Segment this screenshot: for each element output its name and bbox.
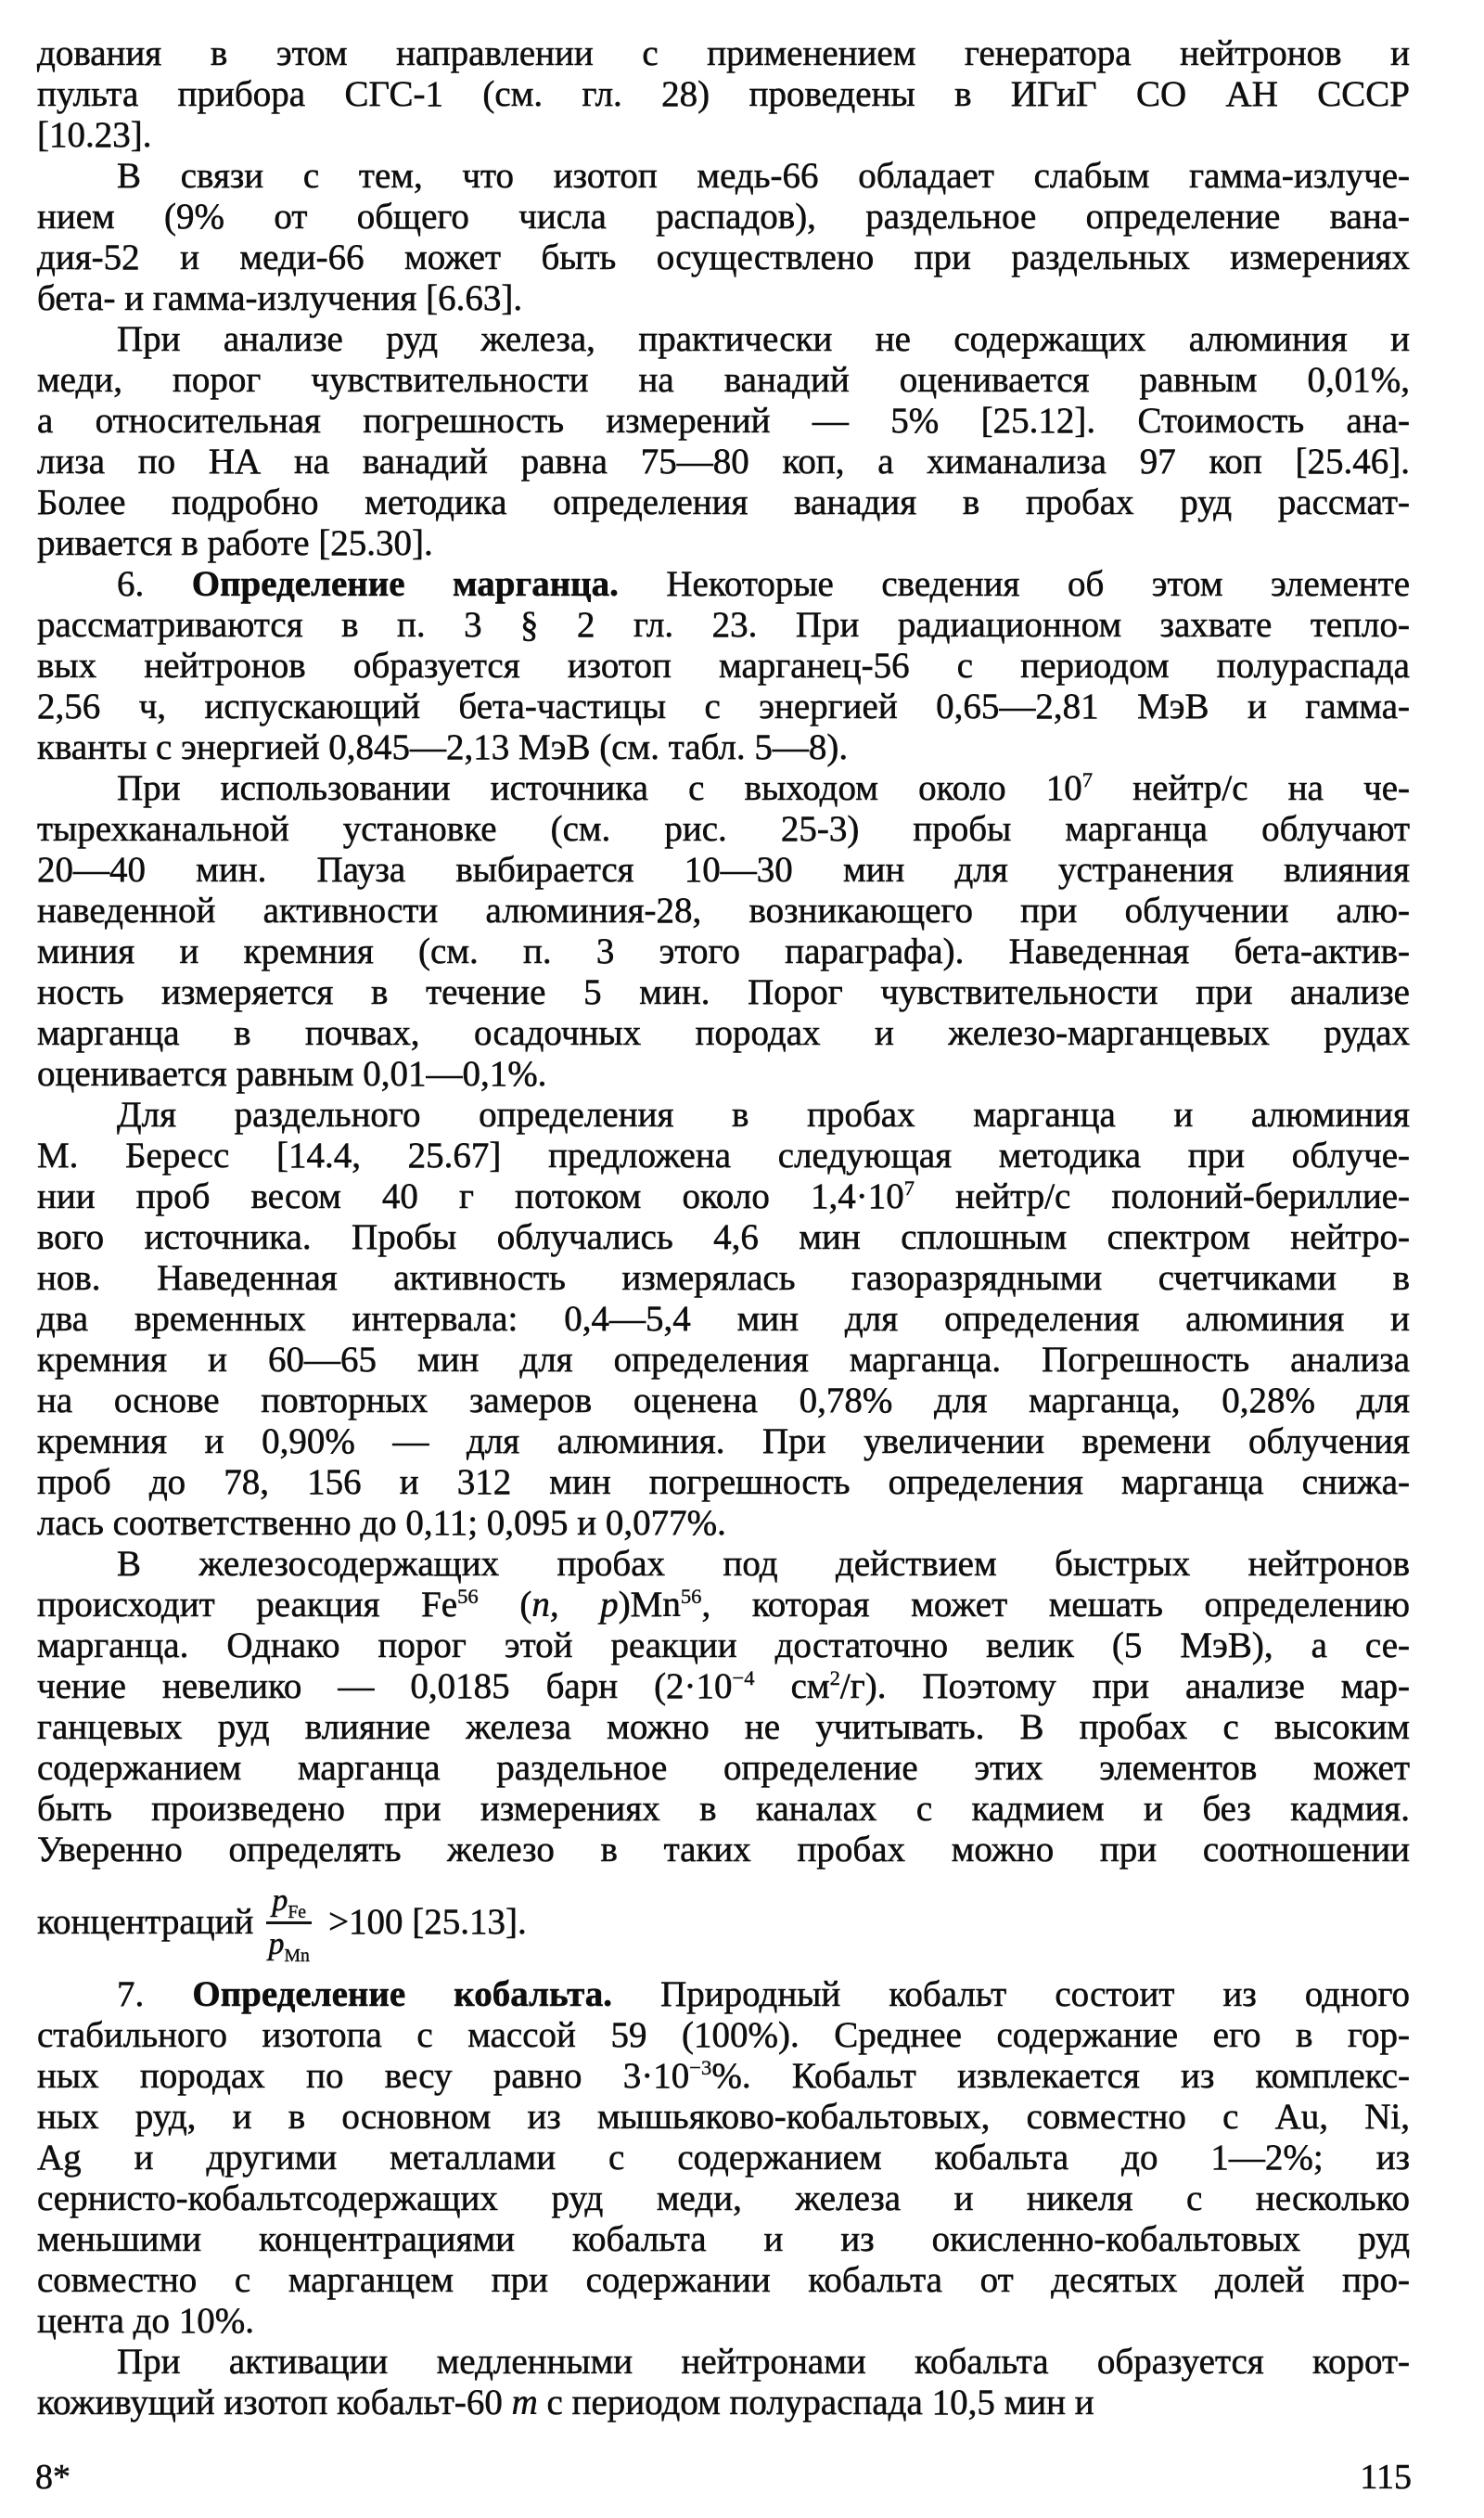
text-line [37, 1544, 1410, 1585]
text-segment: m [511, 2383, 538, 2422]
text-segment: быть произведено при измерениях в каналах с кадмием и без кадмия. [37, 1789, 1410, 1829]
text-line [37, 1095, 1410, 1136]
text-segment: см [754, 1666, 830, 1706]
text-line [37, 1789, 1410, 1830]
text-line [37, 360, 1410, 401]
text-segment: Ag и другими металлами с содержанием кобальта до 1—2%; из [37, 2138, 1410, 2178]
text-segment: Природный кобальт состоит из одного [611, 1974, 1410, 2014]
text-line [37, 319, 1410, 360]
text-line [37, 1381, 1410, 1421]
text-line [37, 2056, 1410, 2097]
text-line [37, 2260, 1410, 2301]
text-segment: Более подробно методика определения ванадия в пробах руд рассмат- [37, 482, 1410, 522]
text-segment: марганца в почвах, осадочных породах и железо-марганцевых рудах [37, 1013, 1410, 1053]
text-segment: с периодом полураспада 10,5 мин и [537, 2383, 1094, 2422]
text-segment: кремния и 60—65 мин для определения марганца. Погрешность анализа [37, 1340, 1410, 1380]
text-line [37, 2383, 1410, 2423]
text-segment: кванты с энергией 0,845—2,13 МэВ (см. табл. 5—8). [37, 727, 849, 767]
text-segment: стабильного изотопа с массой 59 (100%). Среднее содержание его в гор- [37, 2015, 1410, 2055]
text-line [37, 1666, 1410, 1707]
text-segment: 20—40 мин. Пауза выбирается 10—30 мин для устранения влияния [37, 850, 1410, 890]
text-line [37, 727, 1410, 768]
text-line [37, 809, 1410, 850]
text-line [37, 564, 1410, 605]
text-line [37, 605, 1410, 646]
text-line [37, 2138, 1410, 2178]
text-segment: [10.23]. [37, 115, 152, 155]
paragraph [37, 2342, 1410, 2423]
text-segment: , которая может мешать определению [701, 1585, 1410, 1625]
text-segment: Некоторые сведения об этом элементе [618, 564, 1411, 604]
text-segment: цента до 10%. [37, 2301, 254, 2341]
text-line [37, 1258, 1410, 1299]
text-segment: −4 [732, 1666, 755, 1689]
text-line [37, 1421, 1410, 1462]
text-line [37, 1974, 1410, 2015]
text-segment: ( [478, 1585, 532, 1625]
text-line [37, 1870, 1410, 1974]
text-line [37, 442, 1410, 482]
text-segment: нейтр/с на че- [1093, 768, 1411, 808]
text-segment: нием (9% от общего числа распадов), раздельное определение вана- [37, 197, 1410, 237]
paragraph [37, 1095, 1410, 1544]
text-line [37, 1625, 1410, 1666]
text-line [37, 1503, 1410, 1544]
text-line [37, 1585, 1410, 1625]
text-segment: В железосодержащих пробах под действием быстрых нейтронов [117, 1544, 1410, 1584]
text-segment: дия-52 и меди-66 может быть осуществлено при раздельных измерениях [37, 238, 1410, 277]
text-segment: При анализе руд железа, практически не содержащих алюминия и [117, 319, 1410, 359]
text-segment: марганца. Однако порог этой реакции достаточно велик (5 МэВ), а се- [37, 1625, 1410, 1665]
text-segment: бета- и гамма-излучения [6.63]. [37, 278, 523, 318]
text-line [37, 2097, 1410, 2138]
page-number: 115 [1360, 2458, 1412, 2497]
text-line [37, 2015, 1410, 2056]
text-line [37, 687, 1410, 727]
text-segment: вых нейтронов образуется изотоп марганец-56 с периодом полураспада [37, 646, 1410, 686]
signature-mark: 8* [35, 2458, 70, 2497]
text-line [37, 115, 1410, 156]
text-line [37, 2301, 1410, 2342]
text-segment: содержанием марганца раздельное определение этих элементов может [37, 1748, 1410, 1788]
text-segment: ганцевых руд влияние железа можно не учитывать. В пробах с высоким [37, 1707, 1410, 1747]
text-line [37, 1217, 1410, 1258]
text-segment: лиза по НА на ванадий равна 75—80 коп, а химанализа 97 коп [25.46]. [37, 442, 1410, 482]
text-segment: 56 [680, 1585, 702, 1608]
paragraph [37, 156, 1410, 319]
fraction-numerator [266, 1883, 312, 1924]
text-segment: тырехканальной установке (см. рис. 25-3) пробы марганца облучают [37, 809, 1410, 849]
text-segment: нейтр/с полоний-бериллие- [915, 1176, 1410, 1216]
text-segment: ных руд, и в основном из мышьяково-кобальтовых, совместно с Au, Ni, [37, 2097, 1410, 2137]
text-line [37, 646, 1410, 687]
text-line [37, 1830, 1410, 1870]
text-segment: При использовании источника с выходом около 10 [117, 768, 1082, 808]
text-segment: 7 [1081, 768, 1094, 791]
text-segment: В связи с тем, что изотоп медь-66 обладает слабым гамма-излуче- [117, 156, 1410, 196]
text-line [37, 891, 1410, 931]
text-line [37, 2178, 1410, 2219]
text-segment: При активации медленными нейтронами кобальта образуется корот- [117, 2342, 1410, 2382]
text-segment: Mn [284, 1945, 310, 1966]
text-segment: совместно с марганцем при содержании кобальта от десятых долей про- [37, 2260, 1410, 2300]
text-line [37, 1054, 1410, 1095]
paragraph [37, 1974, 1410, 2342]
text-segment: два временных интервала: 0,4—5,4 мин для определения алюминия и [37, 1299, 1410, 1339]
text-line [37, 74, 1410, 115]
text-segment: 2,56 ч, испускающий бета-частицы с энергией 0,65—2,81 МэВ и гамма- [37, 687, 1410, 726]
text-segment: нов. Наведенная активность измерялась газоразрядными счетчиками в [37, 1258, 1410, 1298]
text-segment: пульта прибора СГС-1 (см. гл. 28) проведены в ИГиГ СО АН СССР [37, 74, 1410, 114]
text-segment: p [268, 1926, 285, 1961]
text-line [37, 850, 1410, 891]
text-segment: 7 [903, 1176, 915, 1200]
text-segment: М. Бересс [14.4, 25.67] предложена следующая методика при облуче- [37, 1136, 1410, 1175]
text-segment: p [272, 1882, 288, 1918]
text-segment: чение невелико — 0,0185 барн (2·10 [37, 1666, 733, 1706]
text-line [37, 1013, 1410, 1054]
text-segment: /г). Поэтому при анализе мар- [839, 1666, 1411, 1706]
text-segment: меди, порог чувствительности на ванадий оценивается равным 0,01%, [37, 360, 1410, 400]
text-line [37, 931, 1410, 972]
text-line [37, 768, 1410, 809]
text-segment: Для раздельного определения в пробах марганца и алюминия [117, 1095, 1410, 1135]
text-line [37, 238, 1410, 278]
text-line [37, 33, 1410, 74]
text-segment: 6. [117, 564, 192, 604]
text-line [37, 2342, 1410, 2383]
text-line [37, 1462, 1410, 1503]
text-segment: сернисто-кобальтсодержащих руд меди, железа и никеля с несколько [37, 2178, 1410, 2218]
text-segment: меньшими концентрациями кобальта и из окисленно-кобальтовых руд [37, 2219, 1410, 2259]
paragraph [37, 564, 1410, 768]
text-line [37, 197, 1410, 238]
text-segment: 56 [457, 1585, 479, 1608]
paragraph [37, 33, 1410, 156]
text-segment: ных породах по весу равно 3·10 [37, 2056, 690, 2096]
text-line [37, 523, 1410, 564]
text-line [37, 156, 1410, 197]
fraction-denominator [268, 1924, 310, 1966]
text-segment: )Mn [618, 1585, 681, 1625]
text-segment: на основе повторных замеров оценена 0,78% для марганца, 0,28% для [37, 1381, 1410, 1420]
concentration-ratio-fraction [266, 1882, 312, 1966]
text-segment: −3 [689, 2056, 712, 2079]
text-line [37, 1707, 1410, 1748]
text-segment: вого источника. Пробы облучались 4,6 мин сплошным спектром нейтро- [37, 1217, 1410, 1257]
paragraph [37, 319, 1410, 564]
text-line [37, 482, 1410, 523]
text-segment: 2 [829, 1666, 840, 1689]
text-segment: проб до 78, 156 и 312 мин погрешность определения марганца снижа- [37, 1462, 1410, 1502]
text-segment: миния и кремния (см. п. 3 этого параграфа). Наведенная бета-актив- [37, 931, 1410, 971]
text-segment: ность измеряется в течение 5 мин. Порог чувствительности при анализе [37, 972, 1410, 1012]
text-segment: нии проб весом 40 г потоком около 1,4·10 [37, 1176, 904, 1216]
text-line [37, 1748, 1410, 1789]
text-segment: коживущий изотоп кобальт-60 [37, 2383, 512, 2422]
text-segment: а относительная погрешность измерений — 5% [25.12]. Стоимость ана- [37, 401, 1410, 441]
text-line [37, 1340, 1410, 1381]
text-line [37, 1136, 1410, 1176]
text-segment: происходит реакция Fe [37, 1585, 458, 1625]
paragraph [37, 1544, 1410, 1974]
text-segment: Определение марганца. [191, 564, 619, 604]
text-segment: Fe [288, 1901, 307, 1922]
text-segment: концентраций [37, 1902, 254, 1942]
text-segment: кремния и 0,90% — для алюминия. При увеличении времени облучения [37, 1421, 1410, 1461]
text-segment: Уверенно определять железо в таких пробах можно при соотношении [37, 1830, 1410, 1869]
text-line [37, 972, 1410, 1013]
text-segment: %. Кобальт извлекается из комплекс- [711, 2056, 1410, 2096]
text-line [37, 1176, 1410, 1217]
paragraph [37, 768, 1410, 1095]
text-segment: Определение кобальта. [192, 1974, 612, 2014]
text-line [37, 401, 1410, 442]
text-segment: n, p [531, 1585, 619, 1625]
text-segment: лась соответственно до 0,11; 0,095 и 0,077%. [37, 1503, 726, 1543]
text-segment: дования в этом направлении с применением генератора нейтронов и [37, 33, 1410, 73]
text-segment: рассматриваются в п. 3 § 2 гл. 23. При радиационном захвате тепло- [37, 605, 1410, 645]
text-line [37, 2219, 1410, 2260]
text-segment: оценивается равным 0,01—0,1%. [37, 1054, 547, 1094]
text-segment: наведенной активности алюминия-28, возникающего при облучении алю- [37, 891, 1410, 931]
text-segment: 7. [117, 1974, 193, 2014]
text-line [37, 1299, 1410, 1340]
text-segment: >100 [25.13]. [328, 1902, 527, 1942]
page-footer [0, 2457, 1484, 2498]
text-segment: ривается в работе [25.30]. [37, 523, 433, 563]
text-line [37, 278, 1410, 319]
